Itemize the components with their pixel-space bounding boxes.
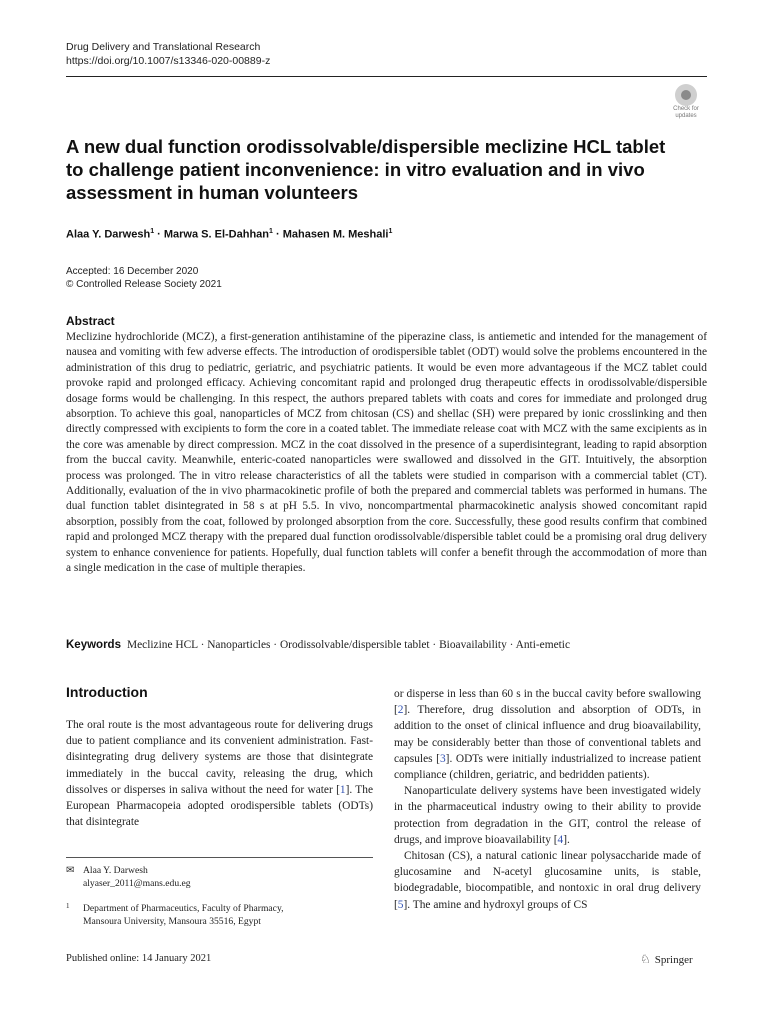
journal-header xyxy=(66,40,706,68)
check-for-updates-badge[interactable] xyxy=(666,84,706,124)
envelope-icon: ✉ xyxy=(66,865,75,876)
keywords-list: Meclizine HCL · Nanoparticles · Orodissolvable/dispersible tablet · Bioavailability · Anti-emetic xyxy=(126,639,571,651)
author-separator: · xyxy=(154,228,164,241)
abstract-heading: Abstract xyxy=(66,314,115,328)
author-list xyxy=(66,228,666,241)
introduction-heading: Introduction xyxy=(66,684,148,700)
accepted-date: Accepted: 16 December 2020 xyxy=(66,266,199,277)
citation-link[interactable]: 4 xyxy=(557,833,564,846)
keywords-label: Keywords xyxy=(66,639,121,651)
article-title: A new dual function orodissolvable/dispersible meclizine HCL tablet to challenge patient inconvenience: in vitro evaluation and in vivo assessment in human volunteers xyxy=(66,136,666,203)
citation-link[interactable]: 2 xyxy=(397,704,404,717)
abstract-body: Meclizine hydrochloride (MCZ), a first-generation antihistamine of the piperazine class, is antiemetic and intended for the management of nausea and vomiting with few adverse effects. The introduction of orodispersible tablet (ODT) would solve the problems encountered in the administration of this drug to pediatric, geriatric, and psychiatric patients. It would be even more advantageous if the MCZ tablet could provoke rapid and prolonged efficacy. Achieving concomitant rapid and prolonged drug therapeutic effects in orodissolvable/dispersible dosage forms would be challenging. In this respect, the authors prepared tablets with coats and cores for immediate and prolonged drug absorption. To achieve this goal, nanoparticles of MCZ from chitosan (CS) and shellac (SH) were prepared by ionic crosslinking and then directly compressed with excipients to form the core in a coated tablet. The immediate release coat with MCZ with the same excipients as in the core was amenable by direct compression. MCZ in the coat dissolved in the presence of a superdisintegrant, leading to rapid absorption from the buccal cavity. Meanwhile, enteric-coated nanoparticles were swallowed and dissolved in the GIT. Intuitively, the absorption process was prolonged. The in vitro release characteristics of all the tablets were studied in comparison with a commercial tablet (CT). Additionally, evaluation of the in vivo pharmacokinetic profile of both the prepared and commercial tablets was performed in humans. The dual function tablet disintegrated in 58 s at pH 5.5. In vivo, noncompartmental pharmacokinetic analysis showed concomitant rapid absorption, possibly from the coat, followed by prolonged absorption from the core. Successfully, these good results confirm that combined rapid and prolonged MCZ therapy with the prepared dual function orodissolvable/dispersible tablet could be a promising oral drug delivery system to enhance convenience for patients. Hopefully, dual function tablets will confer a benefit through the accommodation of more than a single medication in the case of multiple therapies. xyxy=(66,331,707,575)
citation-link[interactable]: 1 xyxy=(339,783,346,796)
crossmark-line1: Check for xyxy=(673,106,699,112)
author-affiliation-mark: 1 xyxy=(150,228,155,235)
header-divider xyxy=(66,76,707,77)
keywords-section xyxy=(66,638,707,653)
crossmark-icon xyxy=(675,84,697,106)
author-name[interactable]: Mahasen M. Meshali xyxy=(282,228,389,241)
intro-paragraph: The oral route is the most advantageous route for delivering drugs due to patient compliance and its convenient administration. Fast-disintegrating drug delivery systems are those that disintegrate immediately in the buccal cavity, releasing the drug, which dissolves or disperses in saliva without the need for water [1]. The European Pharmacopeia adopted orodispersible tablets (ODTs) that disintegrate xyxy=(66,719,374,829)
corresponding-author-email[interactable]: alyaser_2011@mans.edu.eg xyxy=(83,878,191,889)
citation-link[interactable]: 3 xyxy=(439,752,446,765)
doi-link[interactable]: https://doi.org/10.1007/s13346-020-00889-z xyxy=(66,55,271,67)
intro-paragraph: Chitosan (CS), a natural cationic linear polysaccharide made of glucosamine and N-acetyl glucosamine units, is stable, biodegradable, biocompatible, and nontoxic in oral drug delivery [5]. The amine and hydroxyl groups of CS xyxy=(394,850,701,911)
author-separator: · xyxy=(272,228,283,241)
author-affiliation-mark: 1 xyxy=(388,228,393,235)
author-name[interactable]: Marwa S. El-Dahhan xyxy=(163,228,270,241)
article-dates xyxy=(66,265,466,291)
corresponding-author-name: Alaa Y. Darwesh xyxy=(83,865,148,876)
journal-name: Drug Delivery and Translational Research xyxy=(66,41,261,53)
intro-paragraph: Nanoparticulate delivery systems have been investigated widely in the pharmaceutical industry owing to their ability to provide protection from degradation in the GIT, control the release of drugs, and improve bioavailability [4]. xyxy=(394,785,701,846)
crossmark-line2: updates xyxy=(675,113,697,119)
left-column xyxy=(66,717,373,830)
footnote-divider xyxy=(66,857,373,858)
right-column xyxy=(394,686,701,913)
author-name[interactable]: Alaa Y. Darwesh xyxy=(66,228,151,241)
publisher-logo xyxy=(640,952,693,967)
springer-horse-icon: ♘ xyxy=(640,952,651,966)
affiliation-line: Department of Pharmaceutics, Faculty of Pharmacy, xyxy=(83,903,284,914)
author-affiliation-mark: 1 xyxy=(269,228,273,235)
published-online-date: Published online: 14 January 2021 xyxy=(66,953,212,964)
corresponding-author xyxy=(66,864,373,890)
intro-paragraph: or disperse in less than 60 s in the buccal cavity before swallowing [2]. Therefore, drug dissolution and absorption of ODTs, in addition to the onset of clinical influence and drug bioavailability, may be considerably better than those of conventional tablets and capsules [3]. ODTs were initially industrialized to increase patient compliance (children, geriatric, and bedridden patients). xyxy=(394,688,701,782)
affiliation xyxy=(66,902,373,928)
affiliation-line: Mansoura University, Mansoura 35516, Egypt xyxy=(83,916,261,927)
publisher-name: Springer xyxy=(654,953,693,966)
copyright-notice: © Controlled Release Society 2021 xyxy=(66,279,222,290)
affiliation-number: 1 xyxy=(66,902,70,910)
citation-link[interactable]: 5 xyxy=(397,898,404,911)
